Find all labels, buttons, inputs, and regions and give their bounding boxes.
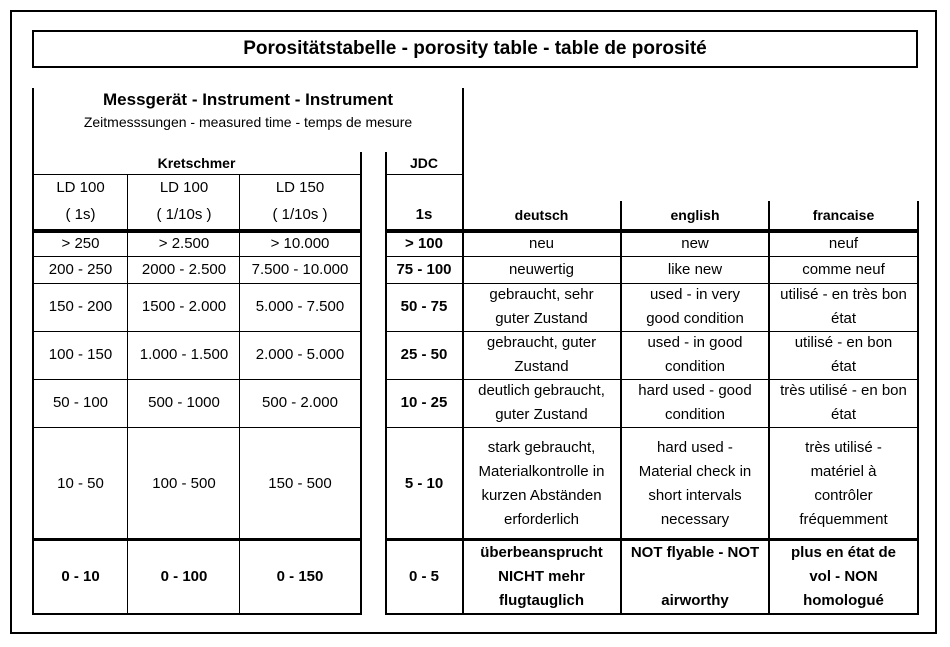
instrument-right-rule (462, 88, 464, 615)
kretschmer-col-unit-line: ( 1/10s ) (272, 206, 328, 223)
condition-english (621, 379, 769, 427)
kretschmer-col-unit (33, 202, 128, 228)
row-rule (385, 283, 919, 284)
condition-english-line: like new (667, 260, 723, 278)
kretschmer-ld100-110s-value-line: 1.000 - 1.500 (139, 346, 229, 363)
jdc-value-line: 50 - 75 (400, 298, 448, 315)
kretschmer-ld100-110s-value (128, 427, 240, 540)
header-bottom-rule (32, 229, 362, 233)
row-rule (32, 379, 362, 380)
jdc-value (386, 427, 462, 540)
kretschmer-ld150-value-line: > 10.000 (270, 235, 330, 252)
jdc-value (386, 256, 462, 283)
kretschmer-right-rule (360, 152, 362, 615)
condition-deutsch-line: flugtauglich (499, 592, 584, 609)
row-rule-thick (32, 538, 362, 541)
condition-francaise (769, 540, 918, 614)
condition-deutsch-line: guter Zustand (495, 406, 588, 423)
condition-english (621, 540, 769, 614)
condition-deutsch-line: NICHT mehr (498, 568, 585, 585)
condition-francaise-line: utilisé - en très bon (780, 286, 907, 303)
kretschmer-ld100-1s-value-line: 0 - 10 (61, 568, 100, 585)
kretschmer-col-head-line: LD 100 (159, 179, 209, 196)
condition-deutsch (462, 540, 621, 614)
kretschmer-col-head (128, 175, 240, 201)
col-rule (768, 201, 770, 615)
row-rule (385, 427, 919, 428)
jdc-value (386, 232, 462, 256)
kretschmer-col-unit-line: ( 1/10s ) (156, 206, 212, 223)
kretschmer-col-unit (240, 202, 360, 228)
jdc-label-rule (387, 174, 462, 175)
kretschmer-ld150-value-line: 2.000 - 5.000 (255, 346, 345, 363)
kretschmer-col-head (240, 175, 360, 201)
condition-deutsch (462, 283, 621, 331)
condition-deutsch-line: guter Zustand (495, 310, 588, 327)
jdc-value (386, 540, 462, 614)
kretschmer-ld100-110s-value (128, 331, 240, 379)
kretschmer-ld100-1s-value (33, 331, 128, 379)
condition-francaise-line: contrôler (814, 486, 873, 504)
kretschmer-ld150-value-line: 7.500 - 10.000 (251, 260, 349, 278)
condition-english-line: short intervals (648, 486, 742, 504)
col-rule (127, 174, 128, 615)
condition-deutsch-line: überbeansprucht (480, 544, 603, 561)
kretschmer-ld100-110s-value-line: 2000 - 2.500 (141, 260, 227, 278)
jdc-value (386, 331, 462, 379)
kretschmer-ld100-110s-value (128, 256, 240, 283)
condition-english-line (693, 565, 697, 589)
condition-deutsch (462, 331, 621, 379)
condition-francaise (769, 331, 918, 379)
col-rule (239, 174, 240, 615)
condition-english-line: NOT flyable - NOT (630, 544, 760, 561)
row-rule (32, 427, 362, 428)
condition-deutsch-line: kurzen Abständen (481, 486, 602, 504)
row-rule (32, 256, 362, 257)
bottom-rule (385, 613, 919, 615)
condition-francaise (769, 256, 918, 283)
jdc-value (386, 379, 462, 427)
jdc-label (386, 151, 462, 175)
kretschmer-ld100-1s-value (33, 283, 128, 331)
instrument-heading-line: Messgerät - Instrument - Instrument (103, 90, 393, 109)
kretschmer-ld100-1s-value-line: 100 - 150 (48, 346, 113, 363)
kretschmer-ld150-value (240, 256, 360, 283)
kretschmer-ld100-1s-value (33, 540, 128, 614)
condition-francaise-line: état (830, 358, 857, 375)
kretschmer-col-head-line: LD 100 (56, 179, 105, 196)
kretschmer-col-head-line: LD 150 (275, 179, 325, 196)
kretschmer-ld100-110s-value (128, 283, 240, 331)
condition-english-line: used - in good (647, 334, 743, 351)
kretschmer-ld100-110s-value (128, 379, 240, 427)
condition-deutsch-line: deutlich gebraucht, (478, 382, 605, 399)
condition-english (621, 331, 769, 379)
condition-francaise-line: vol - NON (809, 568, 878, 585)
condition-english-line: hard used - good (638, 382, 752, 399)
kretschmer-col-head (33, 175, 128, 201)
jdc-value-line: 5 - 10 (404, 474, 444, 492)
kretschmer-ld150-value (240, 427, 360, 540)
kretschmer-ld150-value (240, 379, 360, 427)
jdc-value-line: 75 - 100 (396, 260, 452, 278)
kretschmer-ld100-110s-value-line: 500 - 1000 (148, 394, 220, 411)
kretschmer-ld100-110s-value-line: > 2.500 (158, 235, 210, 252)
kretschmer-ld150-value-line: 500 - 2.000 (262, 394, 338, 411)
condition-deutsch (462, 256, 621, 283)
kretschmer-ld100-110s-value (128, 232, 240, 256)
language-col-head (462, 202, 621, 228)
kretschmer-label-line: Kretschmer (157, 155, 236, 171)
jdc-left-rule (385, 152, 387, 615)
kretschmer-ld100-1s-value-line: 150 - 200 (48, 298, 113, 315)
condition-francaise (769, 232, 918, 256)
condition-francaise-line: utilisé - en bon (794, 334, 893, 351)
kretschmer-ld100-1s-value (33, 427, 128, 540)
condition-deutsch (462, 427, 621, 540)
condition-deutsch (462, 232, 621, 256)
condition-francaise-line: matériel à (810, 462, 877, 480)
jdc-unit-line: 1s (415, 206, 433, 223)
condition-english-line: Material check in (638, 462, 752, 480)
condition-deutsch-line: Zustand (514, 358, 569, 375)
condition-francaise-line: plus en état de (790, 544, 897, 561)
condition-deutsch-line: gebraucht, sehr (489, 286, 594, 303)
condition-francaise-line: homologué (803, 592, 884, 609)
condition-francaise-line: état (830, 310, 857, 327)
right-rule (917, 201, 919, 615)
condition-english-line: airworthy (661, 592, 729, 609)
language-col-head (621, 202, 769, 228)
kretschmer-ld100-1s-value (33, 232, 128, 256)
instrument-heading (33, 88, 463, 112)
kretschmer-ld150-value-line: 5.000 - 7.500 (255, 298, 345, 315)
condition-francaise-line: neuf (828, 235, 859, 252)
condition-english-line: good condition (646, 310, 744, 327)
instrument-subheading (33, 110, 463, 134)
kretschmer-ld150-value (240, 232, 360, 256)
kretschmer-ld100-1s-value-line: 200 - 250 (48, 260, 113, 278)
jdc-value-line: 0 - 5 (408, 568, 439, 585)
condition-english (621, 427, 769, 540)
kretschmer-ld100-1s-value-line: 10 - 50 (57, 474, 104, 492)
header-bottom-rule (385, 229, 919, 233)
condition-english-line: necessary (660, 510, 730, 528)
condition-francaise (769, 427, 918, 540)
kretschmer-ld150-value (240, 540, 360, 614)
condition-english-line: hard used - (657, 438, 733, 456)
condition-english (621, 283, 769, 331)
jdc-value-line: 25 - 50 (400, 346, 448, 363)
jdc-value-line: 10 - 25 (400, 394, 448, 411)
row-rule-thick (385, 538, 919, 541)
condition-english (621, 256, 769, 283)
left-rule (32, 88, 34, 615)
kretschmer-ld100-1s-value (33, 379, 128, 427)
row-rule (32, 331, 362, 332)
language-col-head (769, 202, 918, 228)
condition-deutsch-line: Materialkontrolle in (478, 462, 605, 480)
language-col-head-line: english (670, 207, 720, 223)
condition-francaise-line: comme neuf (802, 260, 885, 278)
jdc-value (386, 283, 462, 331)
condition-francaise (769, 379, 918, 427)
condition-deutsch-line: stark gebraucht, (487, 438, 596, 456)
condition-deutsch-line: neu (528, 235, 555, 252)
condition-english-line: used - in very (649, 286, 741, 303)
condition-francaise-line: fréquemment (799, 510, 888, 528)
condition-deutsch-line: gebraucht, guter (486, 334, 597, 351)
condition-francaise-line: état (830, 406, 857, 423)
condition-francaise (769, 283, 918, 331)
language-col-head-line: deutsch (514, 207, 569, 223)
bottom-rule (32, 613, 362, 615)
row-rule (385, 331, 919, 332)
page-title: Porositätstabelle - porosity table - table de porosité (32, 30, 918, 68)
kretschmer-ld100-1s-value-line: > 250 (61, 235, 100, 252)
kretschmer-ld100-110s-value-line: 1500 - 2.000 (141, 298, 227, 315)
condition-francaise-line: très utilisé - (805, 438, 882, 456)
jdc-unit (386, 202, 462, 228)
kretschmer-ld100-110s-value-line: 0 - 100 (160, 568, 208, 585)
row-rule (32, 283, 362, 284)
kretschmer-col-unit-line: ( 1s) (65, 206, 96, 223)
jdc-value-line: > 100 (405, 235, 443, 252)
instrument-subheading-line: Zeitmesssungen - measured time - temps de mesure (83, 114, 413, 130)
kretschmer-ld100-110s-value-line: 100 - 500 (152, 474, 216, 492)
row-rule (385, 379, 919, 380)
kretschmer-ld150-value (240, 331, 360, 379)
condition-english-line: condition (664, 358, 726, 375)
kretschmer-ld100-1s-value-line: 50 - 100 (52, 394, 109, 411)
row-rule (385, 256, 919, 257)
condition-deutsch (462, 379, 621, 427)
condition-english-line: condition (664, 406, 726, 423)
kretschmer-ld100-110s-value (128, 540, 240, 614)
jdc-label-line: JDC (409, 155, 438, 171)
condition-deutsch-line: neuwertig (508, 260, 575, 278)
condition-deutsch-line: erforderlich (503, 510, 580, 528)
col-rule (620, 201, 622, 615)
kretschmer-label (33, 151, 360, 175)
kretschmer-ld150-value-line: 150 - 500 (268, 474, 332, 492)
language-col-head-line: francaise (812, 207, 875, 223)
kretschmer-ld150-value (240, 283, 360, 331)
kretschmer-ld100-1s-value (33, 256, 128, 283)
condition-english-line: new (681, 235, 709, 252)
kretschmer-label-rule (34, 174, 360, 175)
condition-english (621, 232, 769, 256)
kretschmer-col-unit (128, 202, 240, 228)
kretschmer-ld150-value-line: 0 - 150 (276, 568, 324, 585)
condition-francaise-line: très utilisé - en bon (780, 382, 907, 399)
